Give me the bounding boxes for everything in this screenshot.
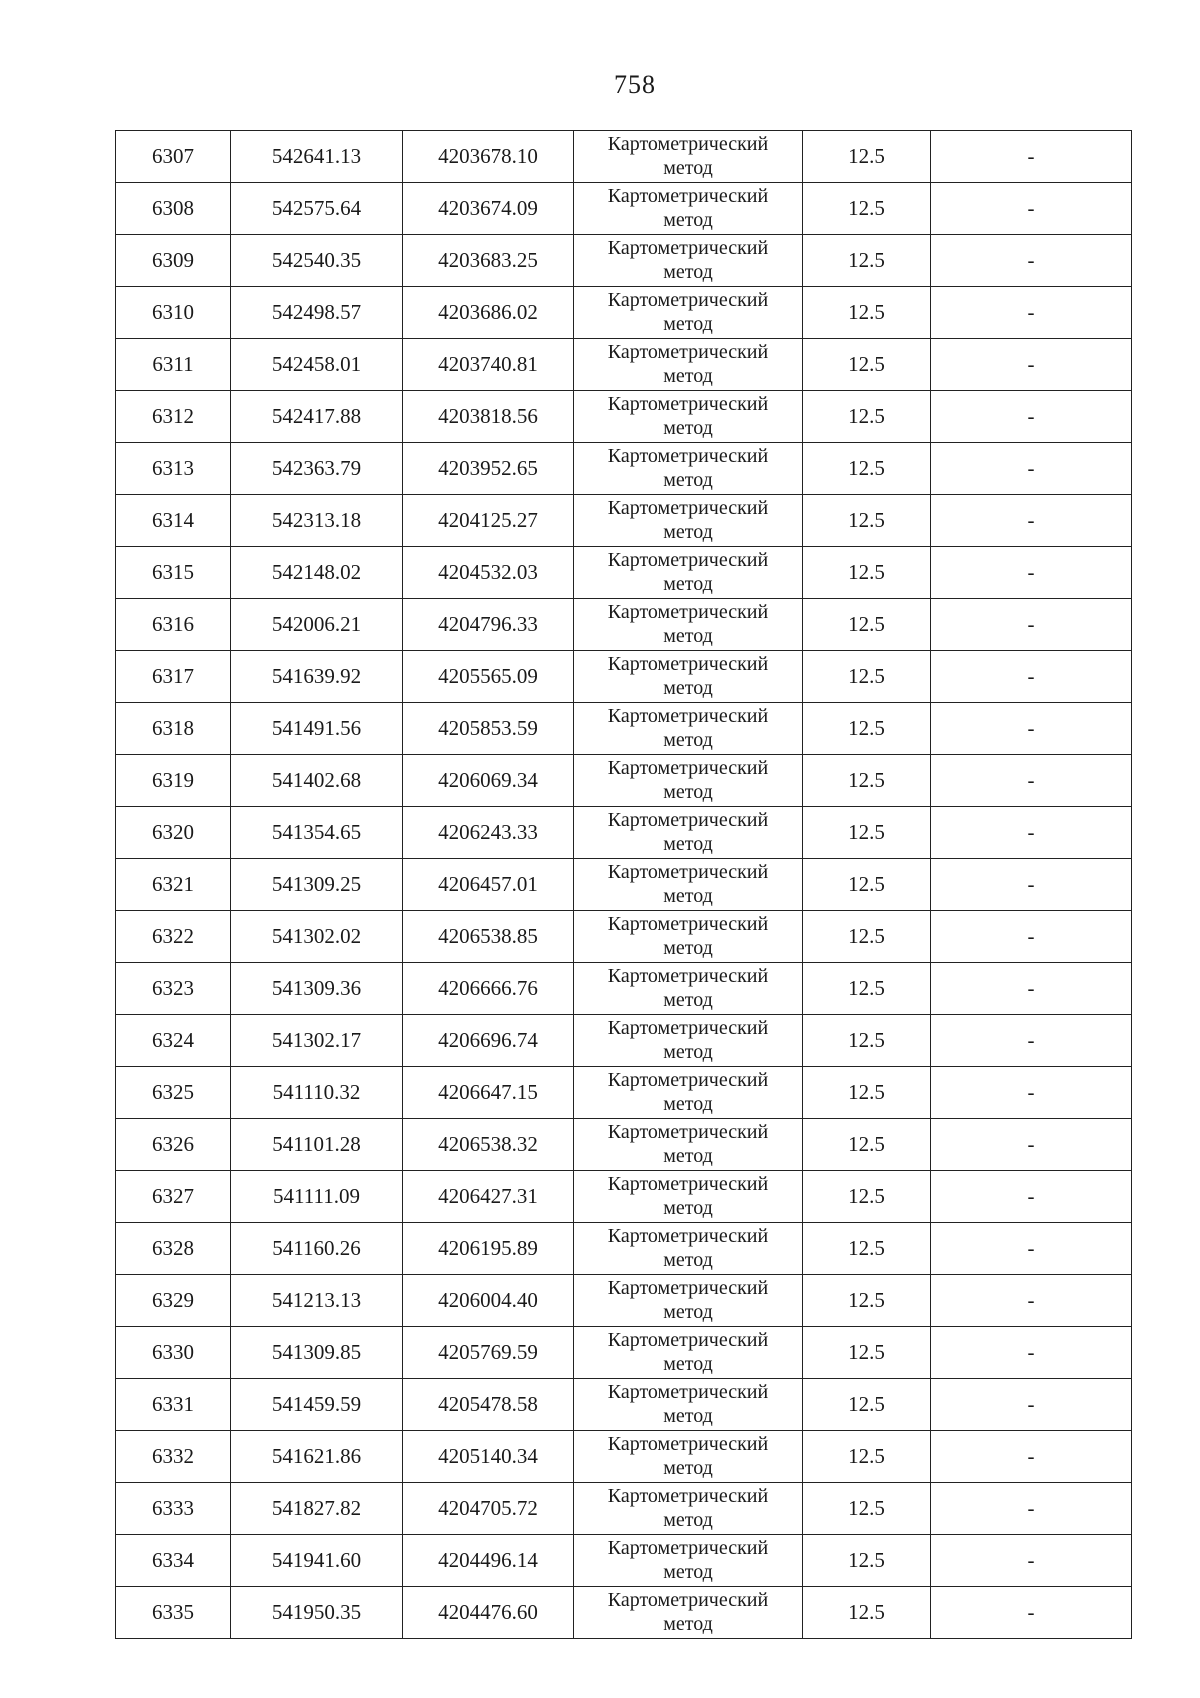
point-number-cell: 6319 <box>116 755 231 807</box>
y-coordinate-cell: 4206647.15 <box>403 1067 574 1119</box>
point-number-cell: 6331 <box>116 1379 231 1431</box>
y-coordinate-cell: 4206243.33 <box>403 807 574 859</box>
description-cell: - <box>931 807 1132 859</box>
accuracy-cell: 12.5 <box>803 1587 931 1639</box>
description-cell: - <box>931 599 1132 651</box>
accuracy-cell: 12.5 <box>803 547 931 599</box>
y-coordinate-cell: 4203678.10 <box>403 131 574 183</box>
method-cell <box>574 1015 803 1067</box>
method-cell <box>574 391 803 443</box>
method-cell <box>574 703 803 755</box>
y-coordinate-cell: 4206427.31 <box>403 1171 574 1223</box>
description-cell: - <box>931 339 1132 391</box>
y-coordinate-cell: 4203740.81 <box>403 339 574 391</box>
y-coordinate-cell: 4206195.89 <box>403 1223 574 1275</box>
y-coordinate-cell: 4206538.85 <box>403 911 574 963</box>
point-number-cell: 6316 <box>116 599 231 651</box>
x-coordinate-cell: 541459.59 <box>231 1379 403 1431</box>
accuracy-cell: 12.5 <box>803 1015 931 1067</box>
method-line-1: Картометрический <box>607 757 769 779</box>
method-line-2: метод <box>663 1093 713 1115</box>
method-line-2: метод <box>663 729 713 751</box>
y-coordinate-cell: 4204476.60 <box>403 1587 574 1639</box>
method-line-1: Картометрический <box>607 393 769 415</box>
method-cell <box>574 807 803 859</box>
method-cell <box>574 183 803 235</box>
point-number-cell: 6307 <box>116 131 231 183</box>
table-row <box>116 391 1132 443</box>
accuracy-cell: 12.5 <box>803 183 931 235</box>
method-cell <box>574 287 803 339</box>
accuracy-cell: 12.5 <box>803 1067 931 1119</box>
method-line-1: Картометрический <box>607 861 769 883</box>
method-line-1: Картометрический <box>607 549 769 571</box>
y-coordinate-cell: 4206696.74 <box>403 1015 574 1067</box>
table-row <box>116 963 1132 1015</box>
description-cell: - <box>931 131 1132 183</box>
table-body <box>116 131 1132 1639</box>
method-line-1: Картометрический <box>607 1069 769 1091</box>
accuracy-cell: 12.5 <box>803 963 931 1015</box>
x-coordinate-cell: 542575.64 <box>231 183 403 235</box>
accuracy-cell: 12.5 <box>803 1119 931 1171</box>
table-row <box>116 547 1132 599</box>
accuracy-cell: 12.5 <box>803 443 931 495</box>
table-row <box>116 703 1132 755</box>
description-cell: - <box>931 1223 1132 1275</box>
point-number-cell: 6334 <box>116 1535 231 1587</box>
point-number-cell: 6333 <box>116 1483 231 1535</box>
y-coordinate-cell: 4206457.01 <box>403 859 574 911</box>
method-cell <box>574 651 803 703</box>
method-cell <box>574 911 803 963</box>
x-coordinate-cell: 542148.02 <box>231 547 403 599</box>
method-line-1: Картометрический <box>607 185 769 207</box>
method-cell <box>574 339 803 391</box>
point-number-cell: 6320 <box>116 807 231 859</box>
y-coordinate-cell: 4204496.14 <box>403 1535 574 1587</box>
description-cell: - <box>931 287 1132 339</box>
method-line-2: метод <box>663 1509 713 1531</box>
method-line-1: Картометрический <box>607 1277 769 1299</box>
method-line-1: Картометрический <box>607 341 769 363</box>
table-row <box>116 1431 1132 1483</box>
y-coordinate-cell: 4206004.40 <box>403 1275 574 1327</box>
method-line-2: метод <box>663 365 713 387</box>
method-cell <box>574 1535 803 1587</box>
y-coordinate-cell: 4204125.27 <box>403 495 574 547</box>
y-coordinate-cell: 4205478.58 <box>403 1379 574 1431</box>
point-number-cell: 6335 <box>116 1587 231 1639</box>
method-line-2: метод <box>663 1561 713 1583</box>
description-cell: - <box>931 443 1132 495</box>
x-coordinate-cell: 542313.18 <box>231 495 403 547</box>
x-coordinate-cell: 541402.68 <box>231 755 403 807</box>
table-row <box>116 1223 1132 1275</box>
table-row <box>116 1015 1132 1067</box>
point-number-cell: 6332 <box>116 1431 231 1483</box>
method-line-1: Картометрический <box>607 133 769 155</box>
description-cell: - <box>931 1327 1132 1379</box>
point-number-cell: 6330 <box>116 1327 231 1379</box>
method-cell <box>574 443 803 495</box>
x-coordinate-cell: 541950.35 <box>231 1587 403 1639</box>
description-cell: - <box>931 1067 1132 1119</box>
point-number-cell: 6322 <box>116 911 231 963</box>
table-row <box>116 235 1132 287</box>
x-coordinate-cell: 541160.26 <box>231 1223 403 1275</box>
method-line-1: Картометрический <box>607 1589 769 1611</box>
point-number-cell: 6323 <box>116 963 231 1015</box>
description-cell: - <box>931 651 1132 703</box>
table-row <box>116 1379 1132 1431</box>
x-coordinate-cell: 542417.88 <box>231 391 403 443</box>
description-cell: - <box>931 1483 1132 1535</box>
table-row <box>116 1067 1132 1119</box>
description-cell: - <box>931 703 1132 755</box>
method-line-2: метод <box>663 1249 713 1271</box>
point-number-cell: 6324 <box>116 1015 231 1067</box>
point-number-cell: 6313 <box>116 443 231 495</box>
method-line-2: метод <box>663 417 713 439</box>
y-coordinate-cell: 4205565.09 <box>403 651 574 703</box>
accuracy-cell: 12.5 <box>803 703 931 755</box>
method-cell <box>574 1067 803 1119</box>
accuracy-cell: 12.5 <box>803 651 931 703</box>
method-cell <box>574 755 803 807</box>
method-cell <box>574 963 803 1015</box>
table-row <box>116 1327 1132 1379</box>
x-coordinate-cell: 542363.79 <box>231 443 403 495</box>
method-line-2: метод <box>663 521 713 543</box>
coordinates-table <box>115 130 1132 1639</box>
point-number-cell: 6321 <box>116 859 231 911</box>
accuracy-cell: 12.5 <box>803 339 931 391</box>
table-row <box>116 443 1132 495</box>
method-line-2: метод <box>663 1353 713 1375</box>
method-line-1: Картометрический <box>607 1121 769 1143</box>
method-line-2: метод <box>663 781 713 803</box>
point-number-cell: 6308 <box>116 183 231 235</box>
method-line-2: метод <box>663 1613 713 1635</box>
method-line-1: Картометрический <box>607 1329 769 1351</box>
page-number: 758 <box>614 70 656 99</box>
method-line-1: Картометрический <box>607 653 769 675</box>
point-number-cell: 6328 <box>116 1223 231 1275</box>
description-cell: - <box>931 1379 1132 1431</box>
method-line-2: метод <box>663 833 713 855</box>
table-row <box>116 1171 1132 1223</box>
table-row <box>116 1535 1132 1587</box>
table-row <box>116 183 1132 235</box>
accuracy-cell: 12.5 <box>803 1275 931 1327</box>
description-cell: - <box>931 495 1132 547</box>
method-line-2: метод <box>663 1197 713 1219</box>
x-coordinate-cell: 542641.13 <box>231 131 403 183</box>
y-coordinate-cell: 4205853.59 <box>403 703 574 755</box>
x-coordinate-cell: 541621.86 <box>231 1431 403 1483</box>
point-number-cell: 6314 <box>116 495 231 547</box>
table-row <box>116 651 1132 703</box>
accuracy-cell: 12.5 <box>803 1535 931 1587</box>
description-cell: - <box>931 235 1132 287</box>
accuracy-cell: 12.5 <box>803 911 931 963</box>
y-coordinate-cell: 4206069.34 <box>403 755 574 807</box>
point-number-cell: 6312 <box>116 391 231 443</box>
method-cell <box>574 1275 803 1327</box>
accuracy-cell: 12.5 <box>803 1379 931 1431</box>
method-line-1: Картометрический <box>607 237 769 259</box>
table-row <box>116 287 1132 339</box>
table-row <box>116 599 1132 651</box>
method-line-1: Картометрический <box>607 1433 769 1455</box>
method-cell <box>574 495 803 547</box>
description-cell: - <box>931 1119 1132 1171</box>
description-cell: - <box>931 963 1132 1015</box>
method-line-1: Картометрический <box>607 601 769 623</box>
x-coordinate-cell: 542498.57 <box>231 287 403 339</box>
table-row <box>116 755 1132 807</box>
method-line-1: Картометрический <box>607 1173 769 1195</box>
accuracy-cell: 12.5 <box>803 1223 931 1275</box>
method-cell <box>574 1483 803 1535</box>
method-cell <box>574 599 803 651</box>
x-coordinate-cell: 541111.09 <box>231 1171 403 1223</box>
description-cell: - <box>931 1587 1132 1639</box>
method-line-1: Картометрический <box>607 1225 769 1247</box>
accuracy-cell: 12.5 <box>803 1171 931 1223</box>
y-coordinate-cell: 4205769.59 <box>403 1327 574 1379</box>
method-cell <box>574 1223 803 1275</box>
x-coordinate-cell: 541639.92 <box>231 651 403 703</box>
description-cell: - <box>931 547 1132 599</box>
description-cell: - <box>931 911 1132 963</box>
method-cell <box>574 131 803 183</box>
method-line-1: Картометрический <box>607 1537 769 1559</box>
description-cell: - <box>931 1015 1132 1067</box>
method-line-1: Картометрический <box>607 1485 769 1507</box>
method-line-1: Картометрический <box>607 705 769 727</box>
point-number-cell: 6327 <box>116 1171 231 1223</box>
description-cell: - <box>931 1171 1132 1223</box>
method-line-1: Картометрический <box>607 809 769 831</box>
point-number-cell: 6310 <box>116 287 231 339</box>
method-line-1: Картометрический <box>607 1381 769 1403</box>
x-coordinate-cell: 541213.13 <box>231 1275 403 1327</box>
y-coordinate-cell: 4204705.72 <box>403 1483 574 1535</box>
method-cell <box>574 1171 803 1223</box>
description-cell: - <box>931 1535 1132 1587</box>
accuracy-cell: 12.5 <box>803 1327 931 1379</box>
x-coordinate-cell: 541309.25 <box>231 859 403 911</box>
accuracy-cell: 12.5 <box>803 599 931 651</box>
accuracy-cell: 12.5 <box>803 235 931 287</box>
accuracy-cell: 12.5 <box>803 391 931 443</box>
method-line-1: Картометрический <box>607 445 769 467</box>
table-row <box>116 859 1132 911</box>
accuracy-cell: 12.5 <box>803 1431 931 1483</box>
accuracy-cell: 12.5 <box>803 755 931 807</box>
y-coordinate-cell: 4203686.02 <box>403 287 574 339</box>
method-line-2: метод <box>663 937 713 959</box>
table-row <box>116 495 1132 547</box>
x-coordinate-cell: 541309.85 <box>231 1327 403 1379</box>
point-number-cell: 6325 <box>116 1067 231 1119</box>
x-coordinate-cell: 541354.65 <box>231 807 403 859</box>
x-coordinate-cell: 542458.01 <box>231 339 403 391</box>
method-line-2: метод <box>663 885 713 907</box>
x-coordinate-cell: 541941.60 <box>231 1535 403 1587</box>
y-coordinate-cell: 4204532.03 <box>403 547 574 599</box>
method-line-1: Картометрический <box>607 965 769 987</box>
x-coordinate-cell: 541827.82 <box>231 1483 403 1535</box>
description-cell: - <box>931 183 1132 235</box>
method-cell <box>574 235 803 287</box>
x-coordinate-cell: 541302.17 <box>231 1015 403 1067</box>
point-number-cell: 6311 <box>116 339 231 391</box>
method-line-2: метод <box>663 1457 713 1479</box>
y-coordinate-cell: 4206666.76 <box>403 963 574 1015</box>
y-coordinate-cell: 4203683.25 <box>403 235 574 287</box>
method-line-2: метод <box>663 677 713 699</box>
method-line-2: метод <box>663 209 713 231</box>
method-cell <box>574 859 803 911</box>
method-line-1: Картометрический <box>607 1017 769 1039</box>
x-coordinate-cell: 541309.36 <box>231 963 403 1015</box>
y-coordinate-cell: 4204796.33 <box>403 599 574 651</box>
method-cell <box>574 547 803 599</box>
y-coordinate-cell: 4205140.34 <box>403 1431 574 1483</box>
method-line-1: Картометрический <box>607 497 769 519</box>
description-cell: - <box>931 859 1132 911</box>
x-coordinate-cell: 541491.56 <box>231 703 403 755</box>
method-line-2: метод <box>663 989 713 1011</box>
y-coordinate-cell: 4203674.09 <box>403 183 574 235</box>
method-line-2: метод <box>663 1145 713 1167</box>
method-line-2: метод <box>663 625 713 647</box>
method-cell <box>574 1431 803 1483</box>
method-line-2: метод <box>663 313 713 335</box>
x-coordinate-cell: 541101.28 <box>231 1119 403 1171</box>
method-line-2: метод <box>663 1041 713 1063</box>
method-line-2: метод <box>663 1405 713 1427</box>
accuracy-cell: 12.5 <box>803 495 931 547</box>
table-row <box>116 911 1132 963</box>
method-line-2: метод <box>663 469 713 491</box>
y-coordinate-cell: 4203952.65 <box>403 443 574 495</box>
method-line-2: метод <box>663 1301 713 1323</box>
x-coordinate-cell: 542006.21 <box>231 599 403 651</box>
y-coordinate-cell: 4203818.56 <box>403 391 574 443</box>
method-line-2: метод <box>663 157 713 179</box>
point-number-cell: 6318 <box>116 703 231 755</box>
description-cell: - <box>931 1275 1132 1327</box>
table-row <box>116 1275 1132 1327</box>
table-row <box>116 1587 1132 1639</box>
table-row <box>116 807 1132 859</box>
accuracy-cell: 12.5 <box>803 131 931 183</box>
table-row <box>116 131 1132 183</box>
method-cell <box>574 1379 803 1431</box>
point-number-cell: 6329 <box>116 1275 231 1327</box>
x-coordinate-cell: 541302.02 <box>231 911 403 963</box>
table-row <box>116 339 1132 391</box>
method-cell <box>574 1327 803 1379</box>
description-cell: - <box>931 755 1132 807</box>
table-row <box>116 1119 1132 1171</box>
method-line-2: метод <box>663 573 713 595</box>
method-cell <box>574 1119 803 1171</box>
x-coordinate-cell: 542540.35 <box>231 235 403 287</box>
method-cell <box>574 1587 803 1639</box>
point-number-cell: 6326 <box>116 1119 231 1171</box>
x-coordinate-cell: 541110.32 <box>231 1067 403 1119</box>
table-row <box>116 1483 1132 1535</box>
point-number-cell: 6317 <box>116 651 231 703</box>
description-cell: - <box>931 1431 1132 1483</box>
method-line-2: метод <box>663 261 713 283</box>
description-cell: - <box>931 391 1132 443</box>
y-coordinate-cell: 4206538.32 <box>403 1119 574 1171</box>
method-line-1: Картометрический <box>607 289 769 311</box>
accuracy-cell: 12.5 <box>803 287 931 339</box>
point-number-cell: 6315 <box>116 547 231 599</box>
accuracy-cell: 12.5 <box>803 807 931 859</box>
point-number-cell: 6309 <box>116 235 231 287</box>
method-line-1: Картометрический <box>607 913 769 935</box>
accuracy-cell: 12.5 <box>803 859 931 911</box>
accuracy-cell: 12.5 <box>803 1483 931 1535</box>
